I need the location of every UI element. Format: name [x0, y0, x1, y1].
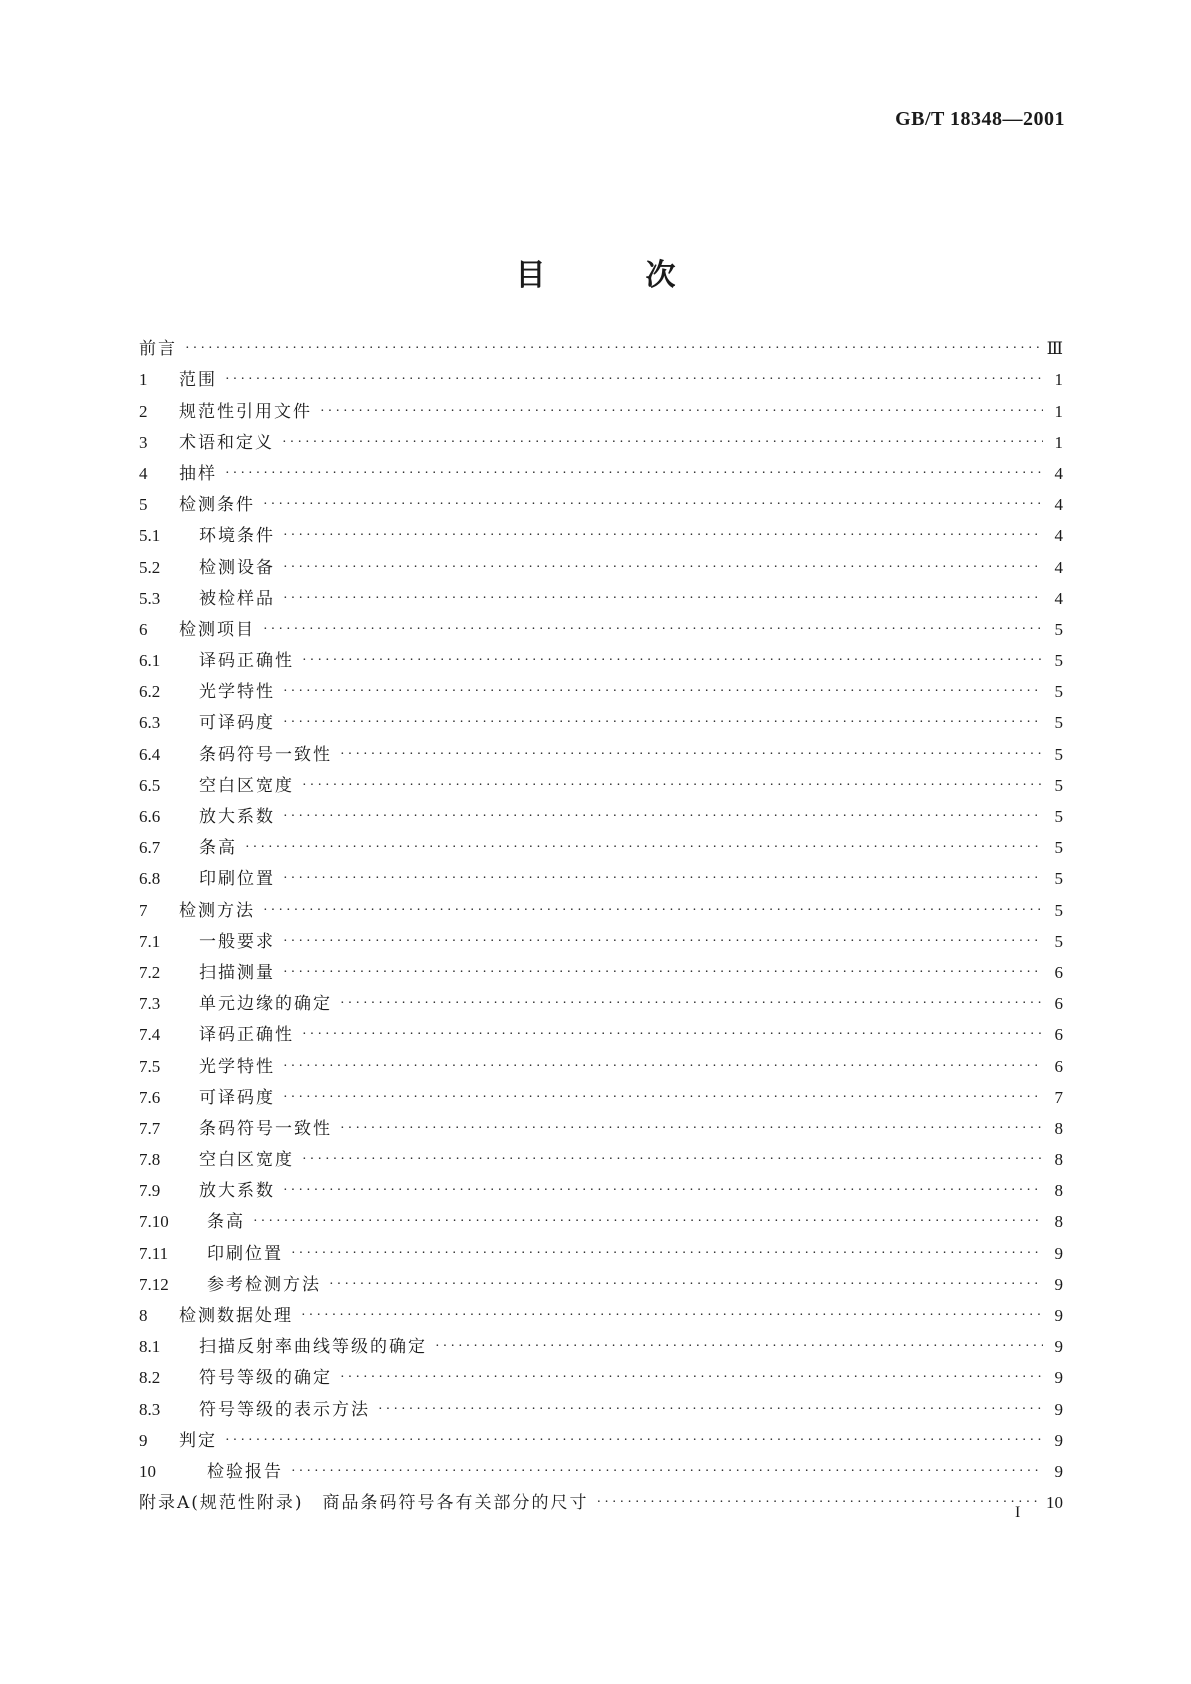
toc-entry[interactable]	[139, 1045, 1063, 1076]
toc-entry-page: 5	[1054, 619, 1063, 639]
toc-dot-leader	[185, 339, 1041, 359]
toc-entry-title: 检验报告	[207, 1461, 283, 1482]
toc-entry-page: 8	[1054, 1181, 1063, 1201]
toc-entry[interactable]	[139, 546, 1063, 577]
toc-entry[interactable]	[139, 578, 1063, 609]
toc-entry-number: 5	[139, 495, 148, 515]
toc-entry-page: 5	[1054, 900, 1063, 920]
toc-dot-leader	[301, 1306, 1043, 1326]
toc-dot-leader	[320, 402, 1043, 422]
toc-entry-number: 3	[139, 432, 148, 452]
toc-entry[interactable]	[139, 796, 1063, 827]
toc-entry-page: 9	[1054, 1368, 1063, 1388]
toc-entry-title: 可译码度	[199, 1087, 275, 1108]
toc-dot-leader	[282, 433, 1043, 453]
toc-entry-number: 5.1	[139, 526, 161, 546]
toc-dot-leader	[302, 776, 1043, 796]
toc-entry[interactable]	[139, 1232, 1063, 1263]
toc-entry[interactable]	[139, 515, 1063, 546]
toc-entry-title: 附录A(规范性附录) 商品条码符号各有关部分的尺寸	[139, 1493, 589, 1514]
toc-entry-number: 7.9	[139, 1181, 161, 1201]
toc-entry-title: 一般要求	[199, 931, 275, 952]
toc-entry-number: 7.7	[139, 1118, 161, 1138]
toc-entry[interactable]	[139, 1139, 1063, 1170]
toc-entry-number: 7.4	[139, 1025, 161, 1045]
toc-dot-leader	[283, 682, 1043, 702]
toc-entry[interactable]	[139, 921, 1063, 952]
toc-entry-number: 6.7	[139, 838, 161, 858]
toc-entry-number: 6.6	[139, 807, 161, 826]
toc-dot-leader	[340, 1368, 1043, 1388]
table-of-contents	[139, 328, 1063, 1513]
toc-entry-title: 印刷位置	[207, 1243, 283, 1264]
toc-dot-leader	[340, 994, 1043, 1014]
toc-entry-title: 术语和定义	[179, 432, 274, 453]
toc-entry-number: 7.6	[139, 1087, 161, 1107]
toc-entry-number: 6.2	[139, 682, 161, 702]
toc-entry-number: 6.8	[139, 869, 161, 889]
toc-entry-page: 5	[1054, 869, 1063, 889]
toc-dot-leader	[378, 1400, 1043, 1420]
toc-entry-number: 6.1	[139, 651, 161, 671]
toc-dot-leader	[283, 932, 1043, 952]
toc-entry-page: 8	[1054, 1118, 1063, 1138]
toc-entry-number: 7.1	[139, 931, 161, 951]
toc-entry[interactable]	[139, 1451, 1063, 1482]
toc-entry-number: 7	[139, 900, 148, 920]
toc-entry-number: 7.10	[139, 1212, 169, 1232]
toc-entry-page: 5	[1054, 682, 1063, 702]
toc-entry[interactable]	[139, 1264, 1063, 1295]
toc-entry[interactable]	[139, 702, 1063, 733]
toc-entry[interactable]	[139, 1295, 1063, 1326]
toc-dot-leader	[283, 1088, 1043, 1108]
toc-entry-page: 1	[1054, 401, 1063, 421]
toc-entry-number: 7.3	[139, 994, 161, 1014]
toc-entry-number: 10	[139, 1461, 156, 1481]
toc-entry[interactable]	[139, 1420, 1063, 1451]
toc-entry-page: 4	[1054, 588, 1063, 608]
toc-entry-page: 7	[1054, 1087, 1063, 1107]
toc-entry-number: 7.5	[139, 1056, 161, 1076]
toc-entry-page: 5	[1054, 838, 1063, 858]
toc-entry-page: 9	[1054, 1274, 1063, 1294]
title-char-1: 目	[515, 258, 546, 293]
toc-entry[interactable]	[139, 1482, 1063, 1513]
toc-entry-title: 空白区宽度	[199, 1150, 294, 1171]
toc-entry-page: 10	[1046, 1493, 1063, 1513]
toc-entry-title: 被检样品	[199, 588, 275, 609]
toc-entry-title: 条码符号一致性	[199, 1118, 332, 1139]
toc-entry[interactable]	[139, 390, 1063, 421]
toc-entry-number: 5.3	[139, 588, 161, 608]
toc-dot-leader	[283, 963, 1043, 983]
toc-entry-title: 条码符号一致性	[199, 744, 332, 765]
toc-entry[interactable]	[139, 328, 1063, 359]
toc-entry-page: 9	[1054, 1430, 1063, 1450]
toc-entry-number: 7.11	[139, 1243, 169, 1263]
toc-dot-leader	[263, 620, 1043, 640]
toc-entry[interactable]	[139, 671, 1063, 702]
toc-entry-title: 检测设备	[199, 557, 275, 578]
page-title	[0, 250, 1191, 294]
toc-entry-page: 5	[1054, 807, 1063, 826]
toc-dot-leader	[329, 1275, 1043, 1295]
toc-entry[interactable]	[139, 889, 1063, 920]
toc-entry[interactable]	[139, 1326, 1063, 1357]
toc-entry-number: 6.3	[139, 713, 161, 733]
toc-entry-number: 2	[139, 401, 148, 421]
toc-entry-number: 5.2	[139, 557, 161, 577]
toc-entry-title: 条高	[207, 1212, 245, 1233]
toc-dot-leader	[597, 1493, 1040, 1513]
toc-entry[interactable]	[139, 1108, 1063, 1139]
toc-dot-leader	[283, 1181, 1043, 1201]
toc-entry[interactable]	[139, 640, 1063, 671]
toc-dot-leader	[340, 1119, 1043, 1139]
toc-entry-number: 8.2	[139, 1368, 161, 1388]
toc-entry-title: 符号等级的表示方法	[199, 1399, 370, 1420]
toc-entry-page: 6	[1054, 962, 1063, 982]
toc-entry-number: 7.2	[139, 962, 161, 982]
toc-entry-title: 译码正确性	[199, 651, 294, 672]
toc-entry-title: 检测条件	[179, 495, 255, 516]
toc-entry-title: 光学特性	[199, 682, 275, 703]
toc-entry[interactable]	[139, 1388, 1063, 1419]
toc-entry-page: 5	[1054, 775, 1063, 795]
toc-entry-number: 9	[139, 1430, 148, 1450]
toc-entry-title: 规范性引用文件	[179, 401, 312, 422]
toc-entry-page: 5	[1054, 931, 1063, 951]
toc-dot-leader	[302, 651, 1043, 671]
toc-dot-leader	[225, 370, 1043, 390]
toc-dot-leader	[340, 745, 1043, 765]
toc-entry-title: 检测数据处理	[179, 1306, 293, 1326]
toc-entry[interactable]	[139, 1201, 1063, 1232]
toc-entry-title: 译码正确性	[199, 1025, 294, 1046]
toc-entry-number: 7.12	[139, 1274, 169, 1294]
toc-dot-leader	[302, 1150, 1043, 1170]
toc-dot-leader	[263, 901, 1043, 921]
toc-entry-title: 单元边缘的确定	[199, 994, 332, 1015]
toc-entry[interactable]	[139, 1077, 1063, 1108]
toc-entry-title: 参考检测方法	[207, 1274, 321, 1295]
toc-entry-number: 6	[139, 619, 148, 639]
toc-entry-number: 7.8	[139, 1150, 161, 1170]
toc-dot-leader	[283, 869, 1043, 889]
toc-entry-page: 6	[1054, 1025, 1063, 1045]
toc-entry-number: 8	[139, 1306, 148, 1325]
toc-entry[interactable]	[139, 983, 1063, 1014]
toc-entry-title: 光学特性	[199, 1056, 275, 1077]
toc-entry[interactable]	[139, 422, 1063, 453]
toc-entry[interactable]	[139, 1014, 1063, 1045]
toc-entry-title: 符号等级的确定	[199, 1368, 332, 1389]
toc-entry-number: 1	[139, 370, 148, 390]
toc-entry[interactable]	[139, 765, 1063, 796]
toc-entry-page: 5	[1054, 651, 1063, 671]
toc-entry-page: 6	[1054, 1056, 1063, 1076]
toc-entry[interactable]	[139, 827, 1063, 858]
toc-dot-leader	[283, 526, 1043, 546]
toc-entry-title: 检测项目	[179, 619, 255, 640]
toc-entry-page: 4	[1054, 526, 1063, 546]
footer-page-number: I	[1015, 1504, 1021, 1521]
toc-entry-title: 判定	[179, 1430, 217, 1451]
toc-entry-title: 放大系数	[199, 807, 275, 827]
toc-dot-leader	[302, 1025, 1043, 1045]
toc-entry-page: 4	[1054, 463, 1063, 483]
toc-entry-page: 4	[1054, 557, 1063, 577]
toc-entry[interactable]	[139, 1170, 1063, 1201]
toc-entry-number: 4	[139, 463, 148, 483]
toc-dot-leader	[435, 1337, 1043, 1357]
toc-entry-number: 6.5	[139, 775, 161, 795]
toc-dot-leader	[291, 1244, 1043, 1264]
toc-entry-page: 9	[1054, 1337, 1063, 1357]
toc-entry-page: 9	[1054, 1461, 1063, 1481]
toc-entry-page: Ⅲ	[1046, 339, 1063, 359]
title-char-2: 次	[645, 258, 676, 293]
toc-entry[interactable]	[139, 952, 1063, 983]
toc-entry-page: 9	[1054, 1399, 1063, 1419]
standard-code: GB/T 18348—2001	[895, 108, 1065, 130]
toc-dot-leader	[253, 1212, 1043, 1232]
toc-dot-leader	[283, 1057, 1043, 1077]
toc-entry-title: 放大系数	[199, 1181, 275, 1202]
toc-entry[interactable]	[139, 1357, 1063, 1388]
toc-dot-leader	[283, 807, 1043, 827]
toc-entry-title: 扫描测量	[199, 962, 275, 983]
toc-entry-title: 印刷位置	[199, 869, 275, 890]
toc-entry-title: 空白区宽度	[199, 775, 294, 796]
toc-entry-page: 9	[1054, 1306, 1063, 1325]
toc-entry-title: 前言	[139, 339, 177, 360]
toc-entry-page: 1	[1054, 370, 1063, 390]
toc-dot-leader	[263, 495, 1043, 515]
toc-entry-number: 6.4	[139, 744, 161, 764]
toc-entry[interactable]	[139, 484, 1063, 515]
toc-entry-title: 检测方法	[179, 900, 255, 921]
toc-entry-title: 可译码度	[199, 713, 275, 734]
toc-entry-title: 范围	[179, 370, 217, 391]
toc-entry-page: 8	[1054, 1150, 1063, 1170]
toc-entry[interactable]	[139, 733, 1063, 764]
toc-entry-title: 环境条件	[199, 526, 275, 547]
toc-dot-leader	[245, 838, 1043, 858]
toc-entry-page: 9	[1054, 1243, 1063, 1263]
toc-entry-title: 抽样	[179, 463, 217, 484]
toc-dot-leader	[283, 558, 1043, 578]
toc-dot-leader	[225, 1431, 1043, 1451]
toc-entry-page: 8	[1054, 1212, 1063, 1232]
toc-entry[interactable]	[139, 858, 1063, 889]
toc-entry[interactable]	[139, 359, 1063, 390]
toc-dot-leader	[291, 1462, 1043, 1482]
toc-entry-title: 扫描反射率曲线等级的确定	[199, 1337, 427, 1358]
toc-entry-page: 1	[1054, 432, 1063, 452]
toc-entry-number: 8.3	[139, 1399, 161, 1419]
toc-dot-leader	[283, 589, 1043, 609]
toc-entry-page: 4	[1054, 495, 1063, 515]
toc-entry-page: 6	[1054, 994, 1063, 1014]
toc-entry-page: 5	[1054, 744, 1063, 764]
toc-entry-title: 条高	[199, 838, 237, 859]
toc-entry[interactable]	[139, 453, 1063, 484]
toc-entry[interactable]	[139, 609, 1063, 640]
toc-dot-leader	[225, 464, 1043, 484]
toc-entry-page: 5	[1054, 713, 1063, 733]
toc-entry-number: 8.1	[139, 1337, 161, 1357]
toc-dot-leader	[283, 713, 1043, 733]
